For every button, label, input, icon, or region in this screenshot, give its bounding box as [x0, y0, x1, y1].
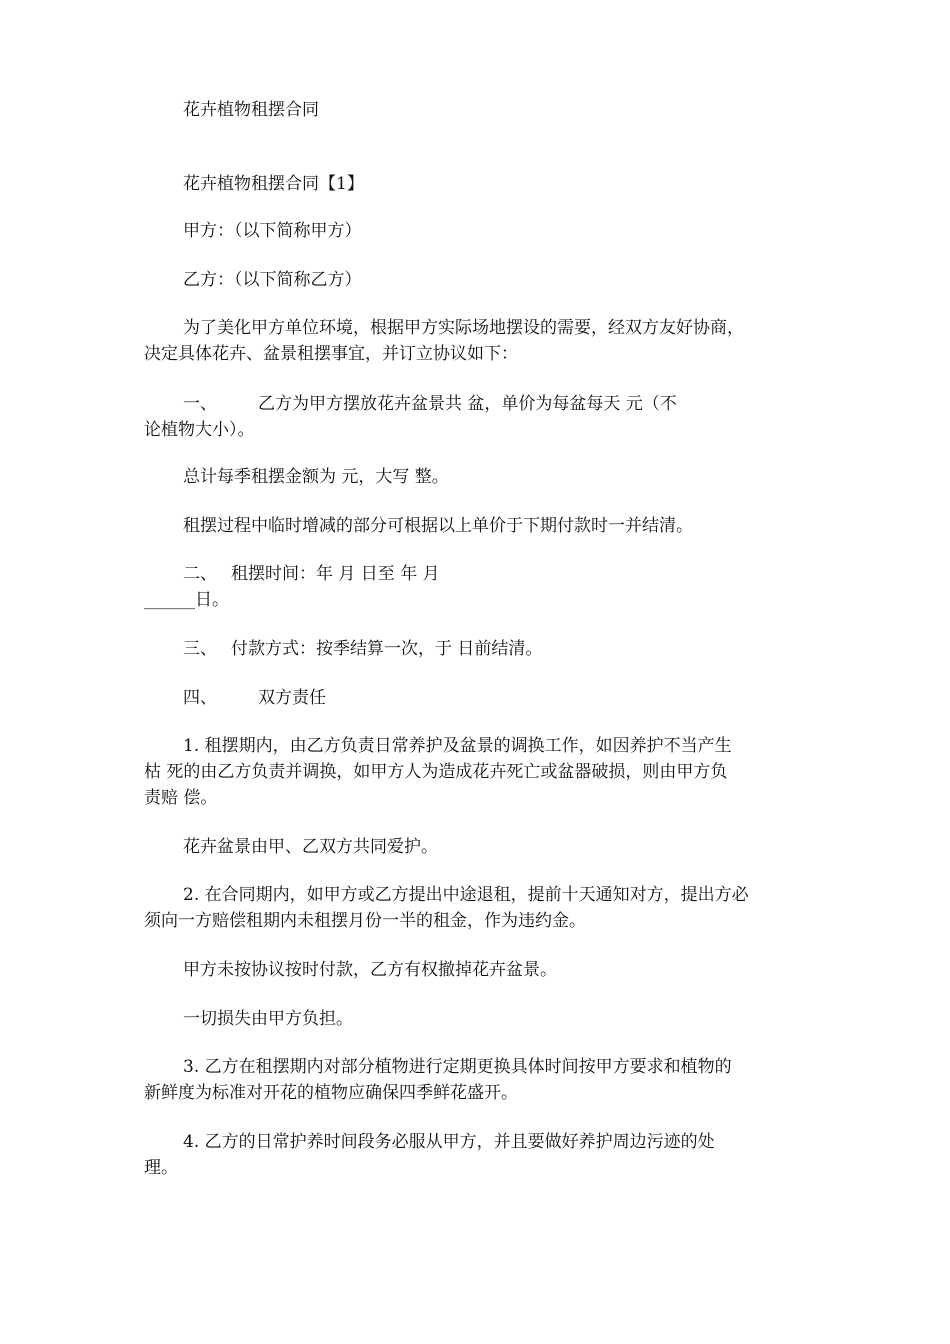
adjustment-line: 租摆过程中临时增减的部分可根据以上单价于下期付款时一并结清。	[183, 516, 693, 536]
party-b-line: 乙方：（以下简称乙方）	[183, 270, 362, 290]
section-1-number: 一、	[183, 394, 217, 414]
section-2-number: 二、	[183, 564, 217, 584]
section-1-line-2: 论植物大小）。	[144, 420, 255, 440]
section-4-heading: 双方责任	[258, 688, 326, 708]
clause-3-line-1: 3. 乙方在租摆期内对部分植物进行定期更换具体时间按甲方要求和植物的	[183, 1057, 732, 1077]
care-line: 花卉盆景由甲、乙双方共同爱护。	[183, 837, 438, 857]
total-amount-line: 总计每季租摆金额为 元，大写 整。	[183, 467, 449, 487]
section-4-number: 四、	[183, 688, 217, 708]
clause-4-line-2: 理。	[144, 1158, 178, 1178]
clause-2-line-2: 须向一方赔偿租期内未租摆月份一半的租金，作为违约金。	[144, 911, 586, 931]
contract-heading: 花卉植物租摆合同【1】	[183, 174, 364, 194]
intro-paragraph-line-1: 为了美化甲方单位环境，根据甲方实际场地摆设的需要，经双方友好协商，	[183, 318, 744, 338]
unpaid-line: 甲方未按协议按时付款，乙方有权撤掉花卉盆景。	[183, 960, 557, 980]
document-title: 花卉植物租摆合同	[183, 100, 319, 120]
clause-1-line-3: 责赔 偿。	[144, 788, 218, 808]
intro-paragraph-line-2: 决定具体花卉、盆景租摆事宜，并订立协议如下：	[144, 344, 518, 364]
section-2-line-1: 租摆时间：年 月 日至 年 月	[231, 564, 440, 584]
clause-3-line-2: 新鲜度为标准对开花的植物应确保四季鲜花盛开。	[144, 1083, 518, 1103]
section-3-number: 三、	[183, 639, 217, 659]
clause-1-line-1: 1. 租摆期内，由乙方负责日常养护及盆景的调换工作，如因养护不当产生	[183, 736, 732, 756]
loss-line: 一切损失由甲方负担。	[183, 1009, 353, 1029]
section-2-line-2: ______日。	[144, 590, 229, 610]
section-3-line-1: 付款方式：按季结算一次，于 日前结清。	[231, 639, 543, 659]
clause-2-line-1: 2. 在合同期内，如甲方或乙方提出中途退租，提前十天通知对方，提出方必	[183, 885, 749, 905]
section-1-line-1: 乙方为甲方摆放花卉盆景共 盆，单价为每盆每天 元（不	[258, 394, 677, 414]
party-a-line: 甲方：（以下简称甲方）	[183, 221, 362, 241]
clause-1-line-2: 枯 死的由乙方负责并调换，如甲方人为造成花卉死亡或盆器破损，则由甲方负	[144, 762, 728, 782]
clause-4-line-1: 4. 乙方的日常护养时间段务必服从甲方，并且要做好养护周边污迹的处	[183, 1132, 715, 1152]
